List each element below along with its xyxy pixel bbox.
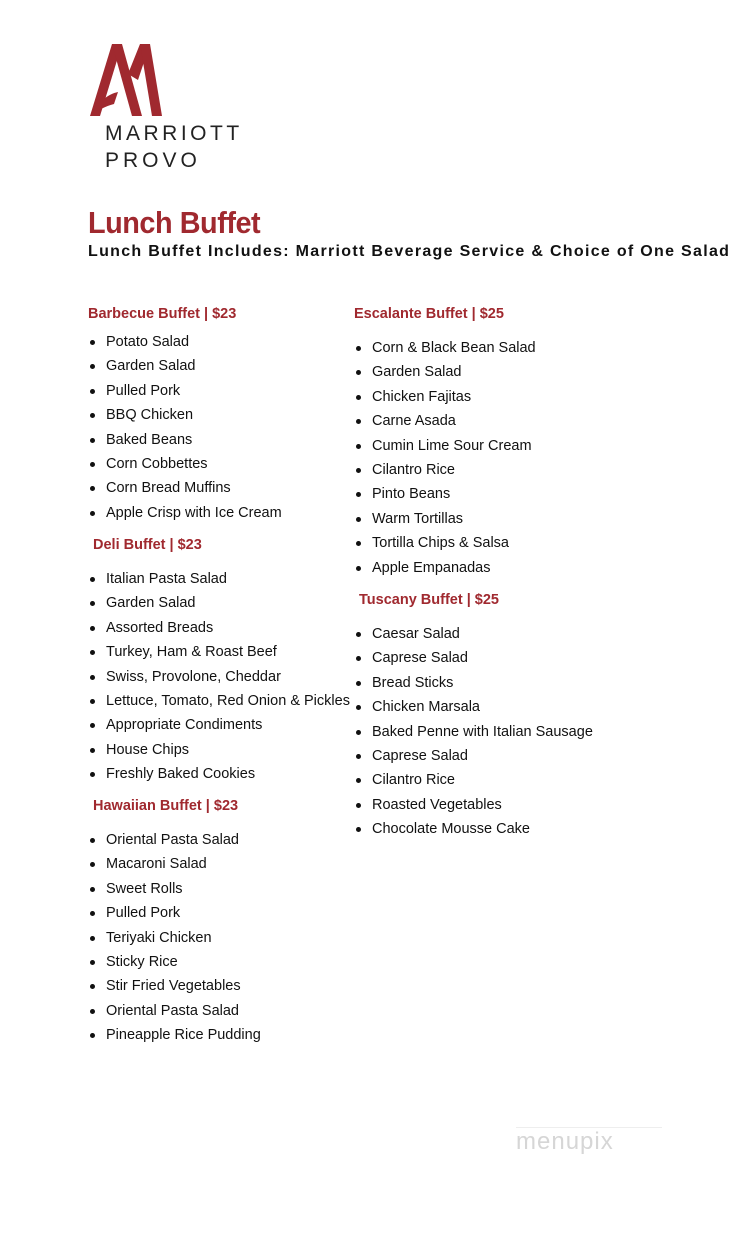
menu-item: Baked Beans: [88, 428, 282, 452]
menu-item: Garden Salad: [88, 354, 282, 378]
menu-item: Freshly Baked Cookies: [88, 762, 350, 786]
menu-item: Apple Empanadas: [354, 556, 536, 580]
menu-item: Pulled Pork: [88, 901, 261, 925]
menu-item: Corn Cobbettes: [88, 452, 282, 476]
menu-item: Chicken Marsala: [354, 695, 593, 719]
page-title: Lunch Buffet: [88, 205, 261, 240]
menu-item: Caprese Salad: [354, 744, 593, 768]
section-barbecue-buffet: [88, 304, 282, 525]
menu-item: Assorted Breads: [88, 616, 350, 640]
page-subtitle: Lunch Buffet Includes: Marriott Beverage Service & Choice of One Salad: [88, 243, 731, 260]
menu-item: Garden Salad: [354, 360, 536, 384]
menu-item: Caprese Salad: [354, 646, 593, 670]
menu-item: Sticky Rice: [88, 950, 261, 974]
menu-item: Chicken Fajitas: [354, 385, 536, 409]
menu-item: Sweet Rolls: [88, 877, 261, 901]
menu-item: House Chips: [88, 738, 350, 762]
section-title: Hawaiian Buffet | $23: [93, 798, 239, 814]
menu-item: Pinto Beans: [354, 482, 536, 506]
menu-item: Oriental Pasta Salad: [88, 828, 261, 852]
menu-item: Cilantro Rice: [354, 768, 593, 792]
menu-item: Pulled Pork: [88, 379, 282, 403]
menu-item: Tortilla Chips & Salsa: [354, 531, 536, 555]
menu-item: Pineapple Rice Pudding: [88, 1023, 261, 1047]
menu-item: Cilantro Rice: [354, 458, 536, 482]
menu-item: Turkey, Ham & Roast Beef: [88, 640, 350, 664]
menu-item: Teriyaki Chicken: [88, 926, 261, 950]
menu-item-list: [88, 567, 350, 787]
section-escalante-buffet: [354, 304, 536, 580]
menu-item: Corn & Black Bean Salad: [354, 336, 536, 360]
marriott-m-icon: [88, 44, 168, 116]
menu-item: Italian Pasta Salad: [88, 567, 350, 591]
menu-item: Stir Fried Vegetables: [88, 974, 261, 998]
menu-item: Potato Salad: [88, 330, 282, 354]
brand-name: MARRIOTT: [105, 122, 243, 145]
menu-item: Bread Sticks: [354, 671, 593, 695]
menu-item: Garden Salad: [88, 591, 350, 615]
section-deli-buffet: [93, 535, 350, 787]
menu-item: Appropriate Condiments: [88, 713, 350, 737]
menu-item: Swiss, Provolone, Cheddar: [88, 665, 350, 689]
menu-item: BBQ Chicken: [88, 403, 282, 427]
section-hawaiian-buffet: [93, 796, 261, 1048]
marriott-logo: [88, 44, 243, 174]
menupix-watermark: menupix: [516, 1128, 614, 1155]
menu-item: Corn Bread Muffins: [88, 476, 282, 500]
menu-item: Warm Tortillas: [354, 507, 536, 531]
menu-item-list: [88, 330, 282, 525]
menu-item: Oriental Pasta Salad: [88, 999, 261, 1023]
section-title: Deli Buffet | $23: [93, 537, 202, 553]
brand-location: PROVO: [105, 149, 201, 172]
section-tuscany-buffet: [359, 590, 593, 842]
menu-item: Cumin Lime Sour Cream: [354, 434, 536, 458]
section-title: Barbecue Buffet | $23: [88, 306, 237, 322]
section-title: Tuscany Buffet | $25: [359, 592, 499, 608]
menu-item: Lettuce, Tomato, Red Onion & Pickles: [88, 689, 350, 713]
menu-item: Apple Crisp with Ice Cream: [88, 501, 282, 525]
section-title: Escalante Buffet | $25: [354, 306, 504, 322]
menu-item-list: [354, 336, 536, 580]
menu-item: Roasted Vegetables: [354, 793, 593, 817]
menu-item: Baked Penne with Italian Sausage: [354, 720, 593, 744]
menu-item: Carne Asada: [354, 409, 536, 433]
menu-item: Macaroni Salad: [88, 852, 261, 876]
menu-item: Caesar Salad: [354, 622, 593, 646]
menu-item-list: [88, 828, 261, 1048]
menu-item: Chocolate Mousse Cake: [354, 817, 593, 841]
menu-item-list: [354, 622, 593, 842]
